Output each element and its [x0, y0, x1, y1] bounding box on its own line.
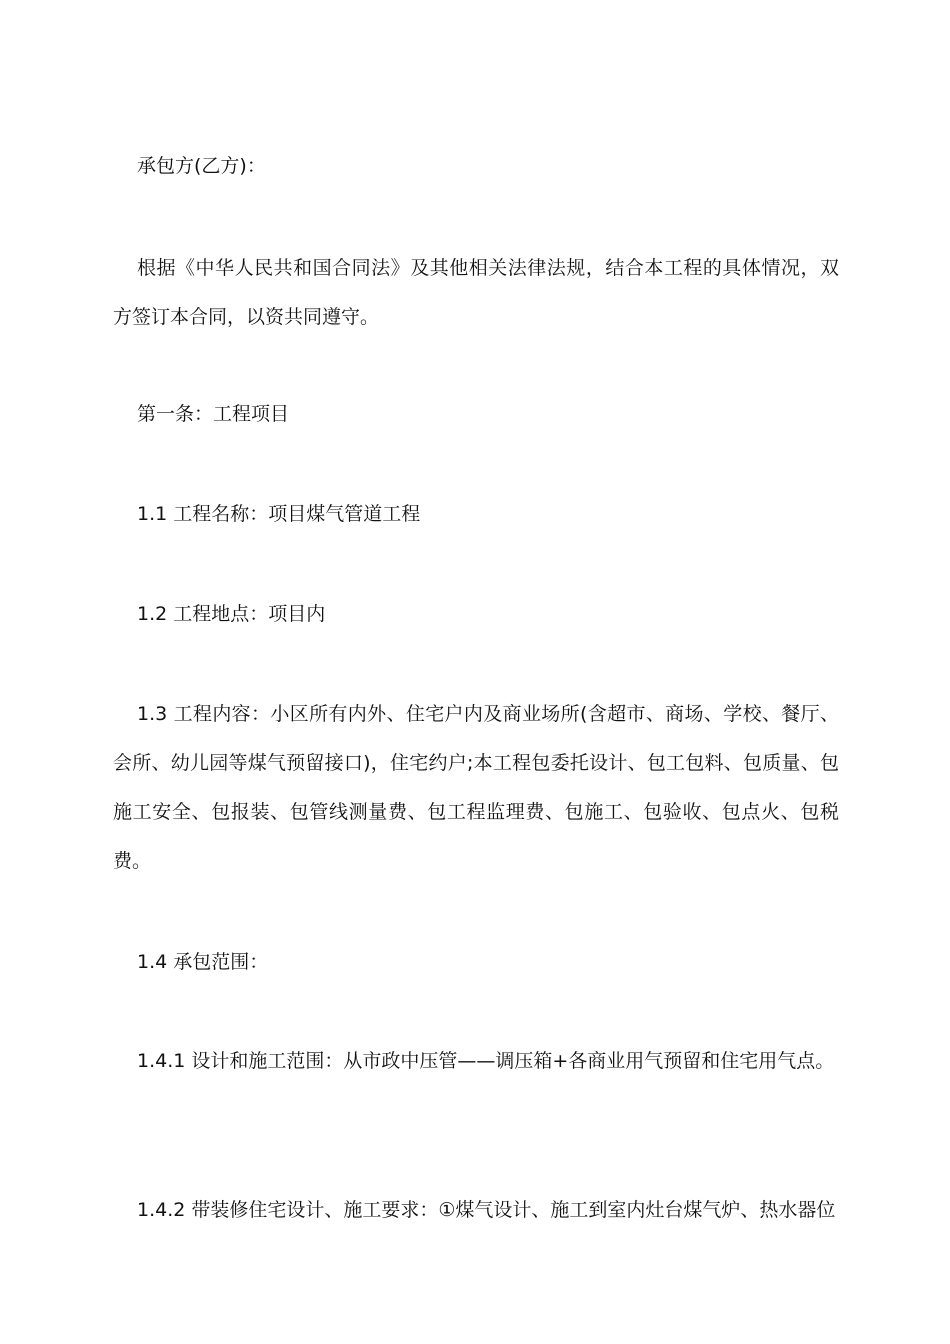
article-1-heading: 第一条：工程项目 [137, 403, 290, 425]
clause-1-4-2-decorated-housing-requirements: 1.4.2 带装修住宅设计、施工要求：①煤气设计、施工到室内灶台煤气炉、热水器位 [137, 1199, 836, 1221]
clause-1-1-project-name: 1.1 工程名称：项目煤气管道工程 [137, 503, 421, 525]
contract-preamble: 根据《中华人民共和国合同法》及其他相关法律法规，结合本工程的具体情况，双方签订本合同，以资共同遵守。 [113, 257, 839, 328]
clause-1-3-project-content: 1.3 工程内容：小区所有内外、住宅户内及商业场所(含超市、商场、学校、餐厅、会所、幼儿园等煤气预留接口)，住宅约户;本工程包委托设计、包工包料、包质量、包施工安全、包报装、包管线测量费、包工程监理费、包施工、包验收、包点火、包税费。 [113, 703, 839, 872]
contractor-party-b-line: 承包方(乙方)： [137, 155, 266, 177]
clause-1-4-scope: 1.4 承包范围： [137, 951, 269, 973]
clause-1-4-1-design-construction-scope: 1.4.1 设计和施工范围：从市政中压管——调压箱+各商业用气预留和住宅用气点。 [137, 1050, 835, 1072]
clause-1-2-project-location: 1.2 工程地点：项目内 [137, 603, 326, 625]
